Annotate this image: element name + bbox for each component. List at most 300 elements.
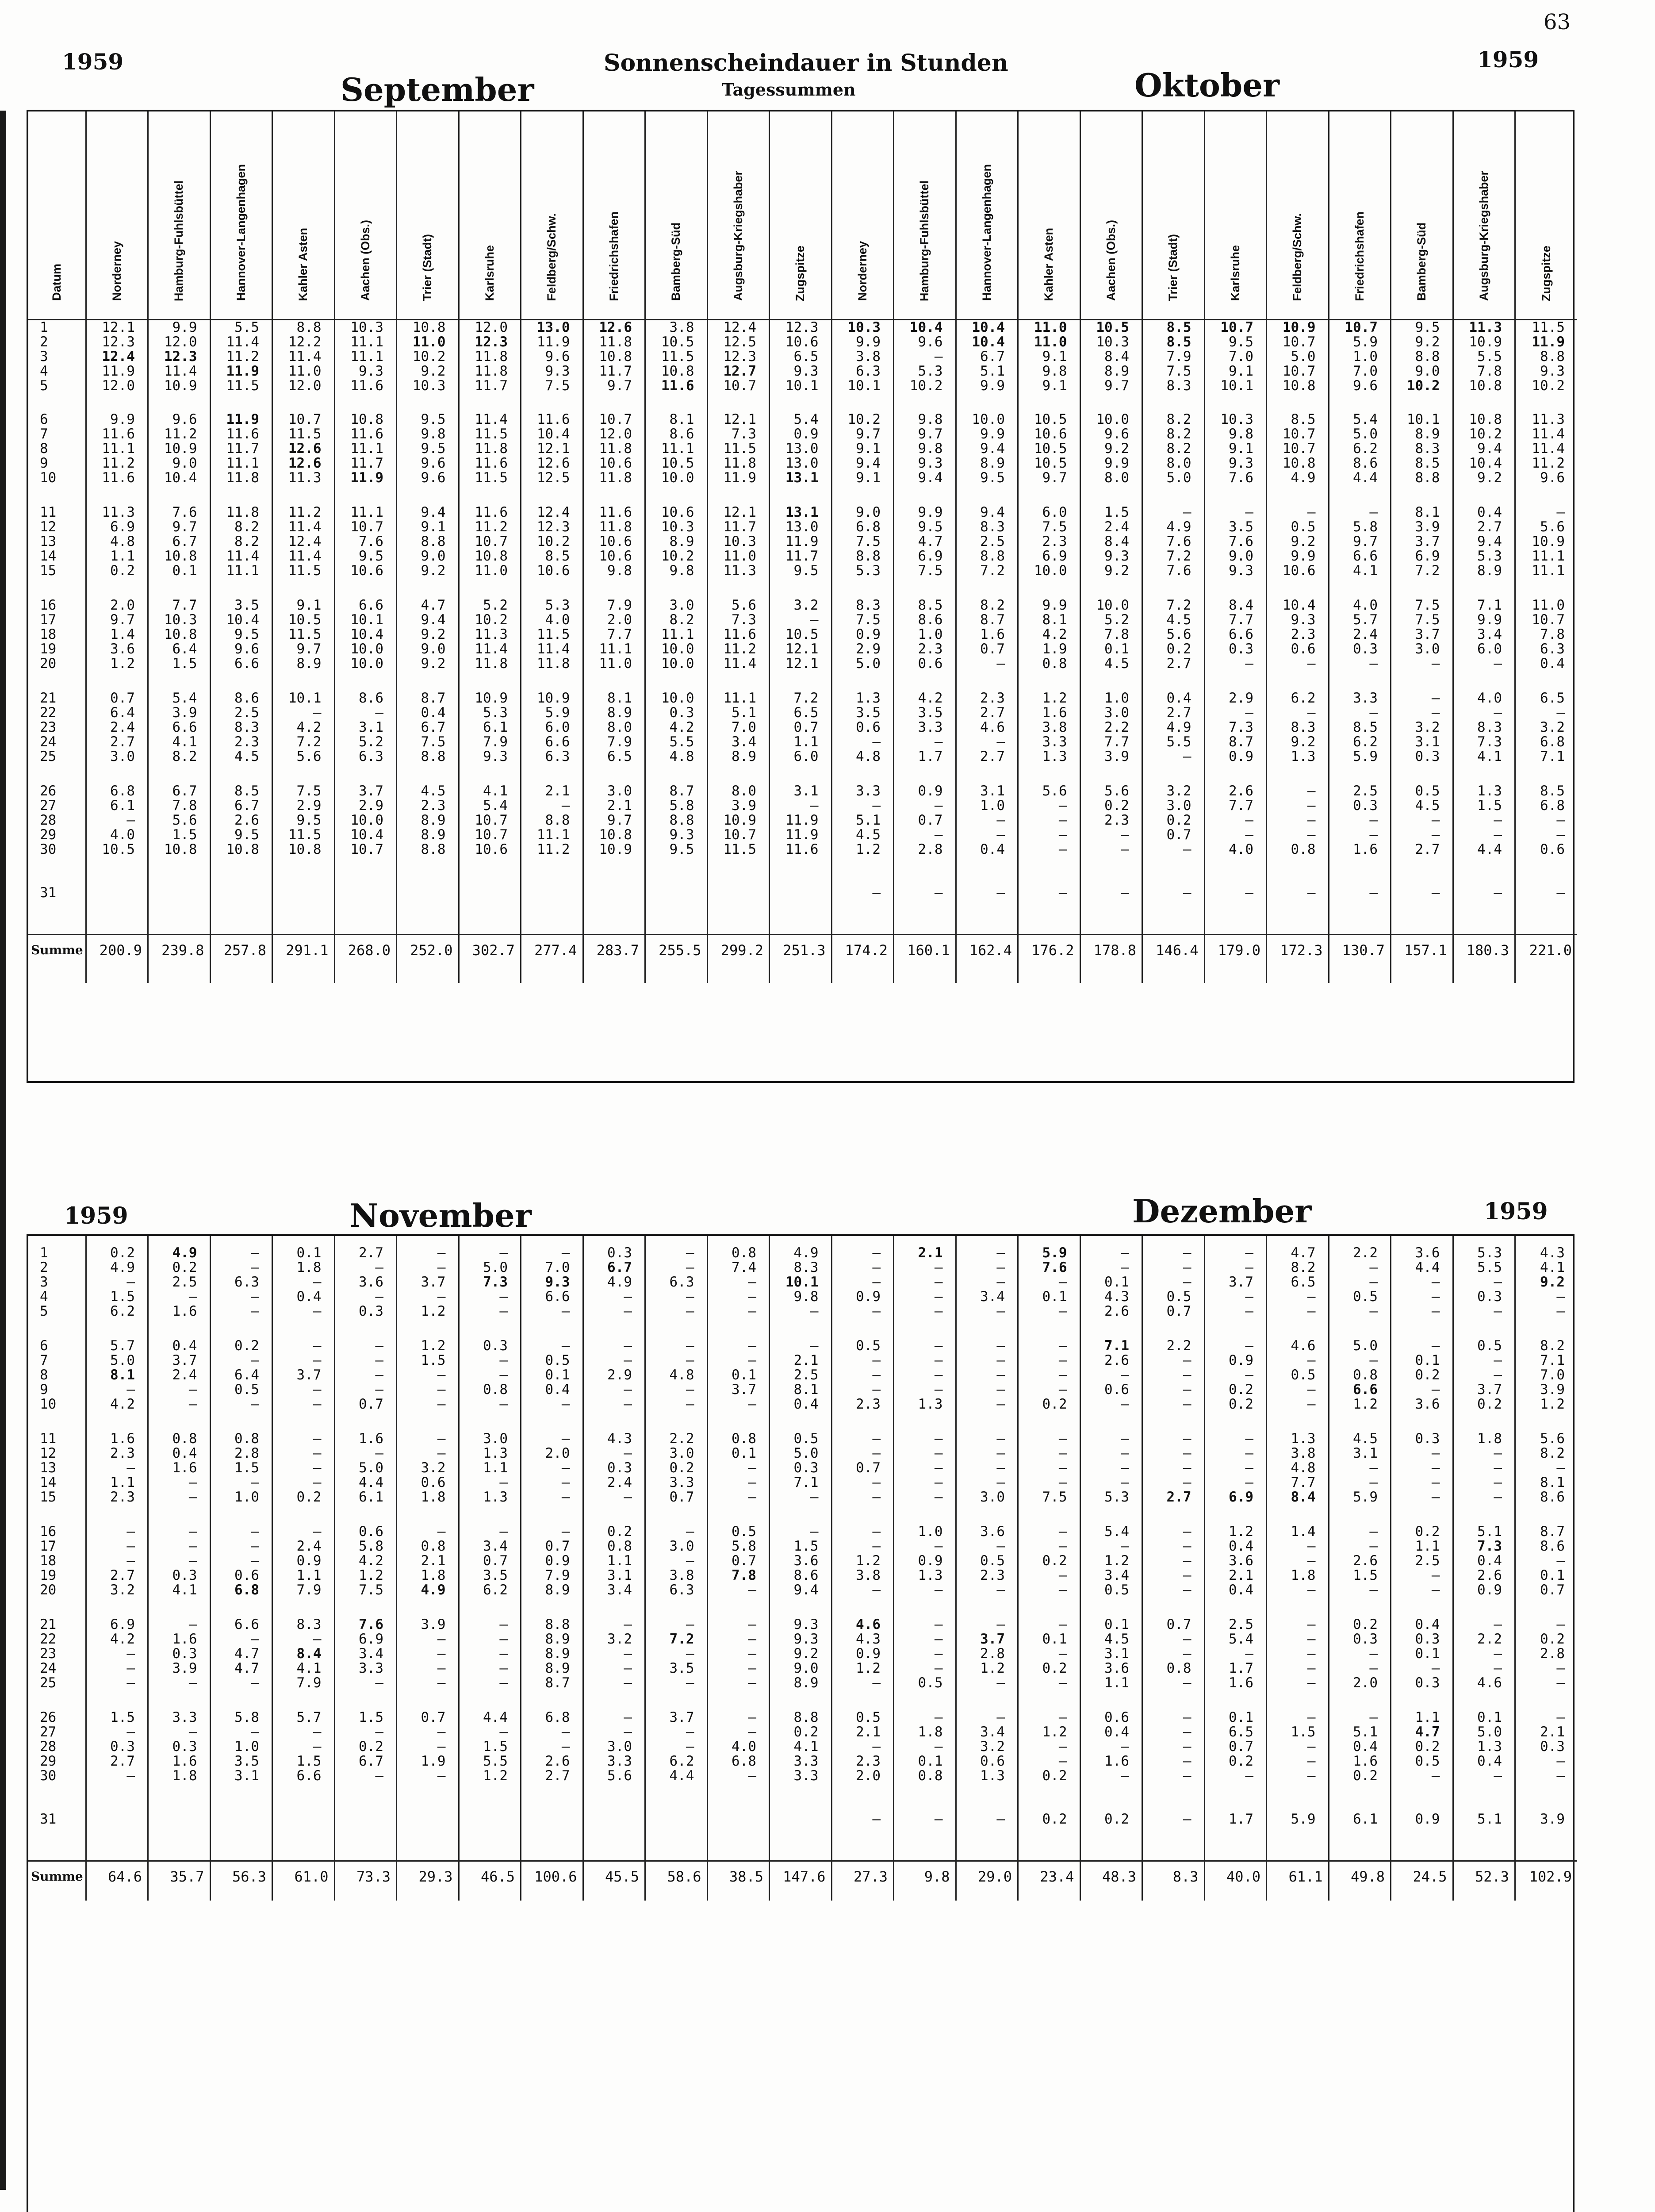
- sunshine-value: –: [686, 1382, 694, 1398]
- sunshine-value: 6.1: [359, 1489, 383, 1505]
- sunshine-value: 11.1: [350, 334, 383, 350]
- sunshine-value: 8.9: [545, 1582, 570, 1598]
- column-header: Kahler Asten: [1018, 111, 1080, 319]
- sunshine-value: 7.5: [918, 563, 943, 579]
- value-cell: [272, 691, 335, 784]
- sunshine-value: 4.0: [1477, 690, 1502, 706]
- value-cell: [1018, 1432, 1080, 1525]
- value-cell: [956, 412, 1018, 505]
- sunshine-value: 9.5: [421, 411, 446, 427]
- sunshine-value: 8.5: [1166, 319, 1191, 335]
- sunshine-value: 0.2: [1229, 1382, 1253, 1398]
- sunshine-value: 1.1: [607, 1553, 632, 1569]
- sunshine-value: 0.7: [1166, 1617, 1191, 1632]
- sunshine-value: 10.5: [661, 455, 694, 471]
- sunshine-value: 1.4: [1291, 1524, 1316, 1540]
- date-value: 11: [40, 1431, 57, 1447]
- sunshine-value: 1.8: [421, 1489, 446, 1505]
- value-cell: [1080, 1710, 1142, 1812]
- sunshine-value: –: [872, 1352, 881, 1368]
- date-value: 22: [40, 705, 57, 721]
- sunshine-value: 2.1: [545, 783, 570, 799]
- sunshine-value: 8.6: [918, 612, 943, 628]
- sunshine-value: 10.1: [785, 377, 819, 394]
- date-value: 30: [40, 841, 57, 857]
- sunshine-value: 3.4: [607, 1582, 632, 1598]
- sunshine-value: –: [1058, 885, 1067, 901]
- date-cell: [28, 784, 86, 886]
- value-cell: [583, 784, 645, 886]
- sunshine-value: 10.7: [350, 841, 383, 857]
- sunshine-value: 0.3: [110, 1739, 135, 1755]
- sunshine-value: 10.0: [350, 641, 383, 657]
- sunshine-value: –: [1494, 1274, 1502, 1290]
- value-cell: [397, 598, 459, 691]
- sunshine-value: 8.9: [545, 1631, 570, 1647]
- sunshine-value: –: [872, 885, 881, 901]
- sunshine-value: 10.8: [164, 626, 197, 642]
- sunshine-value: –: [686, 1646, 694, 1662]
- value-cell: [707, 1710, 770, 1812]
- sunshine-value: 2.7: [980, 705, 1005, 721]
- sunshine-value: 11.5: [723, 841, 756, 857]
- sunshine-value: 5.5: [1477, 348, 1502, 365]
- sunshine-value: 4.8: [110, 534, 135, 549]
- sunshine-value: 9.9: [110, 411, 135, 427]
- sunshine-value: –: [1307, 1739, 1316, 1755]
- sunshine-value: 10.8: [1282, 377, 1316, 394]
- sunshine-value: 1.7: [1229, 1660, 1253, 1676]
- sunshine-value: –: [1183, 1553, 1191, 1569]
- sunshine-value: 0.2: [1166, 641, 1191, 657]
- sunshine-value: 10.7: [723, 827, 756, 843]
- sunshine-value: –: [934, 1617, 943, 1632]
- sunshine-value: 9.2: [421, 363, 446, 379]
- sunshine-value: 0.2: [1477, 1396, 1502, 1412]
- sunshine-value: –: [748, 1352, 756, 1368]
- sunshine-value: –: [561, 798, 570, 814]
- value-cell: [956, 1339, 1018, 1432]
- sunshine-value: 11.4: [288, 348, 322, 365]
- sunshine-value: –: [872, 734, 881, 750]
- sunshine-value: 9.3: [918, 455, 943, 471]
- sunshine-value: 10.6: [350, 563, 383, 579]
- sunshine-value: –: [810, 1489, 819, 1505]
- sunshine-value: 3.4: [980, 1289, 1005, 1305]
- sunshine-value: –: [251, 1352, 259, 1368]
- value-cell: [583, 1710, 645, 1812]
- sunshine-value: 6.2: [483, 1582, 508, 1598]
- sum-value: 157.1: [1391, 934, 1453, 965]
- sunshine-value: 2.0: [1353, 1675, 1378, 1691]
- value-cell: [1453, 319, 1515, 412]
- sunshine-value: 10.3: [1096, 334, 1129, 350]
- sunshine-value: 6.3: [669, 1274, 694, 1290]
- sunshine-value: 1.6: [172, 1460, 197, 1476]
- sunshine-value: 0.5: [1415, 783, 1440, 799]
- sunshine-value: –: [1369, 1524, 1378, 1540]
- value-cell: [894, 1617, 956, 1710]
- sunshine-value: [460, 886, 508, 900]
- sunshine-value: 1.2: [359, 1567, 383, 1583]
- sunshine-value: 5.4: [1104, 1524, 1129, 1540]
- sunshine-value: –: [1058, 1303, 1067, 1319]
- value-cell: [1204, 319, 1267, 412]
- sunshine-value: 0.1: [1104, 1274, 1129, 1290]
- sunshine-value: 7.0: [1353, 363, 1378, 379]
- sunshine-value: 4.3: [856, 1631, 881, 1647]
- sunshine-value: 10.6: [536, 563, 570, 579]
- sunshine-value: 8.8: [980, 548, 1005, 564]
- sum-value: 45.5: [583, 1861, 645, 1892]
- sunshine-value: 3.6: [980, 1524, 1005, 1540]
- sunshine-value: 0.7: [918, 812, 943, 828]
- sunshine-value: –: [624, 1382, 632, 1398]
- sunshine-value: 1.0: [980, 798, 1005, 814]
- sunshine-value: 2.6: [1104, 1352, 1129, 1368]
- sunshine-value: 10.7: [1282, 426, 1316, 442]
- sunshine-value: 3.2: [607, 1631, 632, 1647]
- value-cell: [1142, 598, 1205, 691]
- sunshine-value: 9.3: [1540, 363, 1565, 379]
- sunshine-value: –: [437, 1675, 446, 1691]
- sunshine-value: 4.6: [980, 719, 1005, 735]
- sunshine-value: 8.9: [980, 455, 1005, 471]
- sunshine-value: [460, 1812, 508, 1827]
- sunshine-value: 11.0: [1034, 319, 1067, 335]
- sunshine-value: –: [872, 798, 881, 814]
- sunshine-value: [335, 1812, 384, 1827]
- sunshine-value: 4.2: [296, 719, 322, 735]
- sunshine-value: 6.5: [1540, 690, 1565, 706]
- sunshine-value: –: [1556, 1303, 1565, 1319]
- sunshine-value: –: [561, 1489, 570, 1505]
- sunshine-value: 9.2: [1415, 334, 1440, 350]
- sunshine-value: –: [934, 1289, 943, 1305]
- sunshine-value: 13.1: [785, 504, 819, 520]
- sunshine-value: 0.2: [1042, 1553, 1067, 1569]
- sunshine-value: –: [1369, 1475, 1378, 1490]
- value-cell: [272, 1339, 335, 1432]
- sunshine-value: –: [1369, 656, 1378, 672]
- sunshine-value: 0.4: [1229, 1538, 1253, 1554]
- sunshine-value: 12.3: [785, 319, 819, 335]
- sunshine-value: 9.9: [1104, 455, 1129, 471]
- value-cell: [894, 505, 956, 598]
- date-value: 28: [40, 1739, 57, 1755]
- value-cell: [1329, 412, 1391, 505]
- month-dezember: Dezember: [1132, 1192, 1312, 1230]
- date-cell: [28, 886, 86, 934]
- sunshine-value: 2.7: [1166, 656, 1191, 672]
- sunshine-value: 8.5: [1353, 719, 1378, 735]
- sunshine-value: –: [1121, 1396, 1129, 1412]
- sum-value: 162.4: [956, 934, 1018, 965]
- sunshine-value: 6.8: [856, 519, 881, 535]
- sunshine-value: –: [996, 1352, 1005, 1368]
- sunshine-value: 3.7: [980, 1631, 1005, 1647]
- date-value: 29: [40, 827, 57, 843]
- sunshine-value: 8.2: [1540, 1445, 1565, 1461]
- sunshine-value: –: [1245, 705, 1253, 721]
- value-cell: [272, 1710, 335, 1812]
- sunshine-value: –: [126, 1646, 135, 1662]
- sunshine-value: 1.9: [1042, 641, 1067, 657]
- sunshine-value: 1.8: [918, 1724, 943, 1740]
- sunshine-value: [149, 886, 197, 900]
- sunshine-value: 4.5: [1353, 1431, 1378, 1447]
- sunshine-value: 6.8: [110, 783, 135, 799]
- value-cell: [210, 1246, 272, 1339]
- sum-value: 146.4: [1142, 934, 1205, 965]
- sunshine-value: 1.2: [1353, 1396, 1378, 1412]
- sunshine-value: –: [1556, 812, 1565, 828]
- sunshine-value: 11.7: [226, 441, 259, 457]
- sunshine-value: 3.3: [918, 719, 943, 735]
- value-cell: [1142, 505, 1205, 598]
- sum-value: 35.7: [148, 1861, 211, 1892]
- sunshine-value: 4.1: [296, 1660, 322, 1676]
- value-cell: [1515, 1812, 1578, 1861]
- sunshine-value: 10.8: [1469, 411, 1502, 427]
- sunshine-value: 11.6: [785, 841, 819, 857]
- sunshine-value: 5.0: [1477, 1724, 1502, 1740]
- sunshine-value: 0.8: [918, 1768, 943, 1784]
- sunshine-value: 3.1: [1104, 1646, 1129, 1662]
- sunshine-value: 6.5: [1291, 1274, 1316, 1290]
- sunshine-value: 10.8: [164, 841, 197, 857]
- sunshine-value: –: [251, 1553, 259, 1569]
- sunshine-value: –: [251, 1675, 259, 1691]
- sunshine-value: 11.8: [475, 441, 508, 457]
- value-cell: [210, 1525, 272, 1617]
- sunshine-value: 11.5: [475, 426, 508, 442]
- date-cell: [28, 1525, 86, 1617]
- sunshine-value: 9.7: [110, 612, 135, 628]
- sunshine-value: –: [1307, 1382, 1316, 1398]
- sunshine-value: 9.7: [607, 377, 632, 394]
- sunshine-value: 1.7: [1229, 1811, 1253, 1827]
- value-cell: [645, 1710, 708, 1812]
- sunshine-value: 11.7: [350, 455, 383, 471]
- sunshine-value: –: [1121, 841, 1129, 857]
- sunshine-value: 2.3: [110, 1489, 135, 1505]
- sunshine-value: 6.6: [172, 719, 197, 735]
- sum-value: 27.3: [831, 1861, 894, 1892]
- sunshine-value: 1.5: [110, 1709, 135, 1725]
- date-value: 2: [40, 334, 48, 350]
- sunshine-value: 8.6: [793, 1567, 819, 1583]
- sunshine-value: –: [1307, 1660, 1316, 1676]
- value-cell: [1391, 886, 1453, 934]
- value-cell: [707, 505, 770, 598]
- sunshine-value: –: [561, 1724, 570, 1740]
- sunshine-value: –: [934, 1709, 943, 1725]
- sunshine-value: –: [934, 1489, 943, 1505]
- sunshine-value: 0.3: [172, 1646, 197, 1662]
- value-cell: [148, 1246, 211, 1339]
- sunshine-value: 10.6: [1282, 563, 1316, 579]
- sunshine-value: –: [934, 1660, 943, 1676]
- date-cell: [28, 598, 86, 691]
- sunshine-value: 11.4: [475, 411, 508, 427]
- sunshine-value: –: [313, 1739, 322, 1755]
- sunshine-value: 4.0: [1229, 841, 1253, 857]
- sunshine-value: 11.0: [723, 548, 756, 564]
- value-cell: [521, 1710, 583, 1812]
- sunshine-value: 9.8: [669, 563, 694, 579]
- sunshine-value: –: [251, 1260, 259, 1275]
- sunshine-value: 3.1: [234, 1768, 259, 1784]
- value-cell: [645, 319, 708, 412]
- sunshine-value: 1.3: [918, 1567, 943, 1583]
- sunshine-value: –: [1369, 827, 1378, 843]
- date-value: 19: [40, 1567, 57, 1583]
- sunshine-value: 11.6: [599, 504, 632, 520]
- date-value: 4: [40, 363, 48, 379]
- sunshine-value: –: [1058, 798, 1067, 814]
- date-value: 30: [40, 1768, 57, 1784]
- sunshine-value: 5.9: [1353, 749, 1378, 764]
- value-cell: [272, 784, 335, 886]
- sunshine-value: 6.2: [110, 1303, 135, 1319]
- month-november: November: [349, 1197, 532, 1234]
- sunshine-value: –: [313, 1431, 322, 1447]
- sunshine-value: 7.7: [172, 597, 197, 613]
- sunshine-value: –: [1431, 705, 1440, 721]
- sunshine-value: 1.5: [483, 1739, 508, 1755]
- value-cell: [1267, 412, 1329, 505]
- date-value: 14: [40, 1475, 57, 1490]
- value-cell: [521, 691, 583, 784]
- sunshine-value: 12.0: [164, 334, 197, 350]
- sunshine-value: –: [1183, 1709, 1191, 1725]
- sunshine-value: –: [872, 1538, 881, 1554]
- sunshine-value: –: [934, 885, 943, 901]
- sunshine-value: 0.4: [793, 1396, 819, 1412]
- sunshine-value: –: [188, 1538, 197, 1554]
- sunshine-value: –: [1556, 1553, 1565, 1569]
- sunshine-value: 4.0: [110, 827, 135, 843]
- sunshine-value: 10.7: [288, 411, 322, 427]
- sunshine-value: –: [1183, 1431, 1191, 1447]
- sunshine-value: 0.1: [1477, 1709, 1502, 1725]
- sunshine-value: 11.8: [226, 470, 259, 486]
- sunshine-value: 11.8: [599, 441, 632, 457]
- sunshine-value: –: [1245, 1431, 1253, 1447]
- sunshine-value: 6.4: [234, 1367, 259, 1383]
- sunshine-value: –: [1307, 812, 1316, 828]
- date-value: 2: [40, 1260, 48, 1275]
- value-cell: [1391, 1617, 1453, 1710]
- sunshine-value: 2.8: [980, 1646, 1005, 1662]
- sunshine-value: 1.4: [110, 626, 135, 642]
- sunshine-value: 6.3: [234, 1274, 259, 1290]
- value-cell: [1018, 1617, 1080, 1710]
- sunshine-value: 9.0: [856, 504, 881, 520]
- sunshine-value: 3.1: [607, 1567, 632, 1583]
- sunshine-value: –: [561, 1396, 570, 1412]
- day-group-row: [28, 505, 1577, 598]
- sunshine-value: 0.2: [359, 1739, 383, 1755]
- value-cell: [1267, 691, 1329, 784]
- sunshine-value: 10.8: [1469, 377, 1502, 394]
- sunshine-value: 7.6: [359, 534, 383, 549]
- sunshine-value: 6.7: [359, 1753, 383, 1769]
- day-group-row: [28, 1339, 1577, 1432]
- sunshine-value: 0.2: [607, 1524, 632, 1540]
- sunshine-value: 11.2: [536, 841, 570, 857]
- sunshine-value: 6.1: [483, 719, 508, 735]
- sunshine-value: –: [1494, 1617, 1502, 1632]
- sunshine-value: –: [1121, 1538, 1129, 1554]
- sunshine-value: –: [686, 1524, 694, 1540]
- date-value: 7: [40, 1352, 48, 1368]
- sunshine-value: 9.3: [359, 363, 383, 379]
- date-value: 20: [40, 656, 57, 672]
- sunshine-value: 0.5: [793, 1431, 819, 1447]
- sunshine-value: 6.7: [607, 1260, 632, 1275]
- sunshine-value: 0.6: [1104, 1382, 1129, 1398]
- sunshine-value: 10.0: [350, 656, 383, 672]
- sunshine-value: 9.3: [545, 363, 570, 379]
- value-cell: [1453, 1710, 1515, 1812]
- filler-row: [28, 965, 1577, 983]
- sunshine-value: 0.1: [1042, 1289, 1067, 1305]
- sunshine-value: 2.7: [1415, 841, 1440, 857]
- sunshine-value: –: [251, 1303, 259, 1319]
- sunshine-value: 10.7: [475, 827, 508, 843]
- sunshine-value: –: [996, 1367, 1005, 1383]
- sunshine-value: 6.0: [793, 749, 819, 764]
- sum-value: 283.7: [583, 934, 645, 965]
- sunshine-value: 5.5: [234, 319, 259, 335]
- sum-value: 178.8: [1080, 934, 1142, 965]
- value-cell: [770, 1246, 832, 1339]
- sunshine-value: 4.2: [359, 1553, 383, 1569]
- value-cell: [397, 691, 459, 784]
- sunshine-value: 2.4: [1104, 519, 1129, 535]
- sunshine-value: 2.3: [856, 1753, 881, 1769]
- value-cell: [894, 1339, 956, 1432]
- sunshine-value: 10.1: [1220, 377, 1253, 394]
- value-cell: [707, 1432, 770, 1525]
- sunshine-value: 11.6: [102, 426, 135, 442]
- sunshine-value: 0.4: [1477, 1553, 1502, 1569]
- value-cell: [1515, 1525, 1578, 1617]
- value-cell: [459, 691, 521, 784]
- sunshine-value: 11.7: [785, 548, 819, 564]
- sunshine-value: 4.4: [483, 1709, 508, 1725]
- sunshine-value: 6.9: [110, 519, 135, 535]
- sunshine-value: 7.7: [1229, 612, 1253, 628]
- sunshine-value: –: [748, 1631, 756, 1647]
- sunshine-value: –: [748, 1675, 756, 1691]
- date-cell: [28, 505, 86, 598]
- sunshine-value: 4.7: [234, 1646, 259, 1662]
- value-cell: [334, 505, 397, 598]
- day-group-row: [28, 1812, 1577, 1861]
- sunshine-value: 1.0: [918, 1524, 943, 1540]
- sunshine-value: –: [934, 1582, 943, 1598]
- sunshine-value: 10.2: [1532, 377, 1565, 394]
- value-cell: [1329, 1246, 1391, 1339]
- value-cell: [707, 319, 770, 412]
- sunshine-value: –: [996, 812, 1005, 828]
- sunshine-value: 9.0: [421, 548, 446, 564]
- sunshine-value: 1.6: [1229, 1675, 1253, 1691]
- sunshine-value: 4.9: [421, 1582, 446, 1598]
